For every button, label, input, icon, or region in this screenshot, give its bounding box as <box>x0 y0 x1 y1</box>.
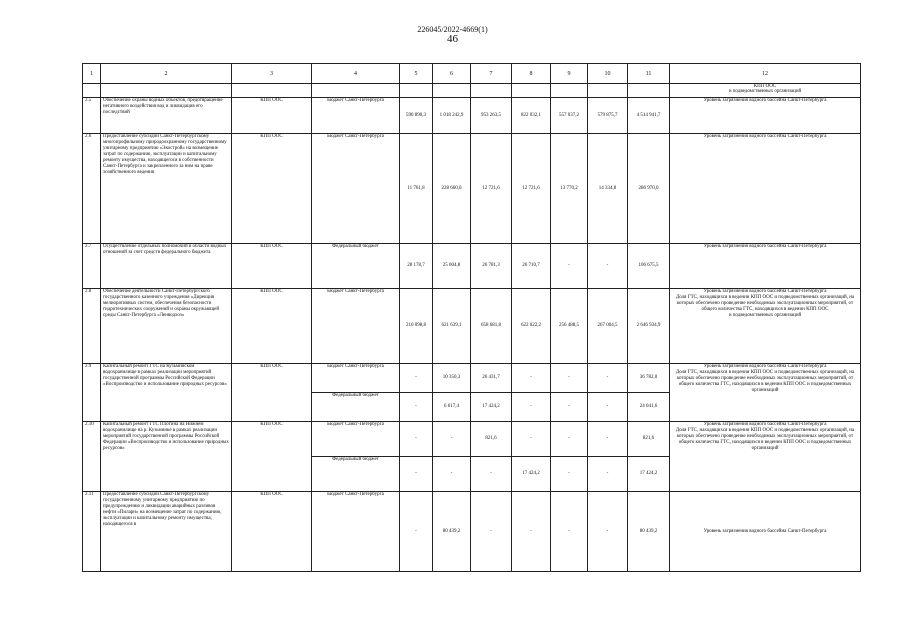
amount-cell: 228 660,0 <box>433 134 471 244</box>
amount-cell: 256 488,5 <box>551 289 588 364</box>
table-row <box>83 134 861 244</box>
column-number: 4 <box>312 64 400 84</box>
amount-cell: - <box>471 457 512 492</box>
measure-name: Предоставление субсидии Санкт-Петербургскому государственному унитарному предприятию по предупреждению и ликвидации аварийных разливов нефти «Пиларн» на возмещение затрат по содержанию, эксплуатации и капитальному ремонту имущества, находящегося в <box>101 492 232 572</box>
column-number: 12 <box>670 64 861 84</box>
column-number: 8 <box>512 64 551 84</box>
amount-cell: 26 710,7 <box>512 244 551 289</box>
amount-cell: - <box>400 422 433 457</box>
amount-cell: 622 022,2 <box>512 289 551 364</box>
executor: КПП ООС <box>232 98 312 134</box>
empty-cell <box>551 84 588 98</box>
row-number: 2.6 <box>83 134 101 244</box>
amount-cell: 11 761,8 <box>400 134 433 244</box>
column-number: 7 <box>471 64 512 84</box>
empty-cell <box>588 84 628 98</box>
table-row <box>83 422 861 457</box>
amount-cell: - <box>551 244 588 289</box>
empty-cell <box>400 84 433 98</box>
amount-cell: 80 439,2 <box>628 492 670 572</box>
amount-cell: 10 350,3 <box>433 364 471 393</box>
measure-name: Обеспечение охраны водных объектов, предотвращение негативного воздействия вод и ликвидация его последствий <box>101 98 232 134</box>
amount-cell: 106 675,5 <box>628 244 670 289</box>
amount-cell: 36 782,0 <box>628 364 670 393</box>
amount-cell: 821,6 <box>628 422 670 457</box>
amount-cell: - <box>588 492 628 572</box>
measure-name: Осуществление отдельных полномочий в области водных отношений за счет средств федерального бюджета <box>101 244 232 289</box>
amount-cell: - <box>512 364 551 393</box>
amount-cell: 26 781,3 <box>471 244 512 289</box>
indicator: Уровень загрязнения водного бассейна Санкт-Петербурга <box>670 244 861 289</box>
amount-cell: - <box>551 492 588 572</box>
amount-cell: 822 032,1 <box>512 98 551 134</box>
empty-cell <box>471 84 512 98</box>
column-number: 2 <box>101 64 232 84</box>
amount-cell: 6 617,4 <box>433 393 471 422</box>
amount-cell: - <box>588 244 628 289</box>
column-number: 5 <box>400 64 433 84</box>
amount-cell: 557 037,2 <box>551 98 588 134</box>
indicator: Уровень загрязнения водного бассейна Санкт-Петербурга Доля ГТС, находящихся в ведении КПП ООС и подведомственных организаций, на которых обеспечено проведение необходимых эксплуатационных мероприятий, от общего количества ГТС, находящихся в ведении КПП ООС и подведомственных организаций <box>670 422 861 492</box>
row-number: 2.8 <box>83 289 101 364</box>
column-number: 10 <box>588 64 628 84</box>
funding-source: Федеральный бюджет <box>312 244 400 289</box>
amount-cell: 953 263,5 <box>471 98 512 134</box>
amount-cell: - <box>512 492 551 572</box>
column-number: 11 <box>628 64 670 84</box>
page-number: 46 <box>447 33 458 45</box>
empty-cell <box>83 84 101 98</box>
empty-cell <box>312 84 400 98</box>
amount-cell: 579 875,7 <box>588 98 628 134</box>
amount-cell: 17 424,2 <box>628 457 670 492</box>
amount-cell: 17 424,2 <box>471 393 512 422</box>
amount-cell: 12 721,6 <box>512 134 551 244</box>
amount-cell: 80 439,2 <box>433 492 471 572</box>
amount-cell: - <box>433 457 471 492</box>
row-number: 2.11 <box>83 492 101 572</box>
empty-cell <box>232 84 312 98</box>
executor: КПП ООС <box>232 244 312 289</box>
amount-cell: 28 178,7 <box>400 244 433 289</box>
empty-cell <box>433 84 471 98</box>
amount-cell: 621 639,1 <box>433 289 471 364</box>
amount-cell: - <box>400 457 433 492</box>
amount-cell: 17 424,2 <box>512 457 551 492</box>
funding-source: Бюджет Санкт-Петербурга <box>312 98 400 134</box>
executor: КПП ООС <box>232 422 312 492</box>
amount-cell: - <box>433 422 471 457</box>
executor: КПП ООС <box>232 492 312 572</box>
funding-source: Бюджет Санкт-Петербурга <box>312 289 400 364</box>
funding-source: Бюджет Санкт-Петербурга <box>312 492 400 572</box>
measure-name: Капитальный ремонт ГТС на Кузьминском водохранилище в рамках реализации мероприятий государственной программы Российской Федерации «Воспроизводство и использование природных ресурсов» <box>101 364 232 422</box>
amount-cell: 25 004,8 <box>433 244 471 289</box>
amount-cell: 658 681,8 <box>471 289 512 364</box>
amount-cell: - <box>512 422 551 457</box>
column-number: 6 <box>433 64 471 84</box>
amount-cell: - <box>551 393 588 422</box>
amount-cell: - <box>400 492 433 572</box>
column-number: 9 <box>551 64 588 84</box>
measure-name: Предоставление субсидии Санкт-Петербургскому многопрофильному природоохранному государственному унитарному предприятию «Экострой» на возмещение затрат по содержанию, эксплуатации и капитальному ремонту имущества, находящегося в собственности Санкт-Петербурга и закрепленного за ним на праве хозяйственного ведения <box>101 134 232 244</box>
amount-cell: - <box>551 457 588 492</box>
empty-cell <box>101 84 232 98</box>
table-row <box>83 244 861 289</box>
amount-cell: 13 770,2 <box>551 134 588 244</box>
amount-cell: - <box>551 422 588 457</box>
amount-cell: 4 514 941,7 <box>628 98 670 134</box>
funding-source: Федеральный бюджет <box>312 457 400 492</box>
empty-cell <box>628 84 670 98</box>
continuation-text: КПП ООС и подведомственных организаций <box>670 84 861 98</box>
indicator: Уровень загрязнения водного бассейна Санкт-Петербурга Доля ГТС, находящихся в ведении КПП ООС и подведомственных организаций, на которых обеспечено проведение необходимых эксплуатационных мероприятий, от общего количества ГТС, находящихся в ведении КПП ООС и подведомственных организаций <box>670 364 861 422</box>
empty-cell <box>512 84 551 98</box>
amount-cell: - <box>400 393 433 422</box>
header-row <box>83 64 861 84</box>
executor: КПП ООС <box>232 289 312 364</box>
measure-name: Капитальный ремонт ГТС Плотина на Нижнем водохранилище на р. Кузьминке в рамках реализации мероприятий государственной программы Российской Федерации «Воспроизводство и использование природных ресурсов» <box>101 422 232 492</box>
row-number: 2.5 <box>83 98 101 134</box>
amount-cell: - <box>588 457 628 492</box>
continuation-row <box>83 84 861 98</box>
amount-cell: 24 041,6 <box>628 393 670 422</box>
executor: КПП ООС <box>232 134 312 244</box>
funding-source: Бюджет Санкт-Петербурга <box>312 422 400 457</box>
amount-cell: 1 018 242,9 <box>433 98 471 134</box>
amount-cell: - <box>551 364 588 393</box>
amount-cell: - <box>588 393 628 422</box>
row-number: 2.10 <box>83 422 101 492</box>
amount-cell: 821,6 <box>471 422 512 457</box>
amount-cell: 2 646 934,9 <box>628 289 670 364</box>
amount-cell: 12 721,6 <box>471 134 512 244</box>
indicator: Уровень загрязнения водного бассейна Санкт-Петербурга <box>670 98 861 134</box>
amount-cell: - <box>588 422 628 457</box>
funding-source: Бюджет Санкт-Петербурга <box>312 364 400 393</box>
amount-cell: - <box>471 492 512 572</box>
measure-name: Обеспечение деятельности Санкт-Петербургского государственного казенного учреждения «Дирекция мелиоративных систем, обеспечения безопасности гидротехнических сооружений и охраны окружающей среды Санкт-Петербурга «Ленводхоз» <box>101 289 232 364</box>
table-row <box>83 289 861 364</box>
amount-cell: 590 890,3 <box>400 98 433 134</box>
document-number: 226045/2022-4669(1) <box>417 25 488 34</box>
indicator: Уровень загрязнения водного бассейна Санкт-Петербурга <box>670 134 861 244</box>
indicator: Уровень загрязнения водного бассейна Санкт-Петербурга <box>670 492 861 572</box>
executor: КПП ООС <box>232 364 312 422</box>
table-row <box>83 492 861 572</box>
amount-cell: 267 004,5 <box>588 289 628 364</box>
program-table <box>82 63 861 572</box>
amount-cell: - <box>400 364 433 393</box>
amount-cell: - <box>512 393 551 422</box>
row-number: 2.7 <box>83 244 101 289</box>
amount-cell: 26 431,7 <box>471 364 512 393</box>
amount-cell: - <box>588 364 628 393</box>
amount-cell: 286 970,0 <box>628 134 670 244</box>
indicator: Уровень загрязнения водного бассейна Санкт-Петербурга Доля ГТС, находящихся в ведении КПП ООС и подведомственных организаций, на которых обеспечено проведение необходимых эксплуатационных мероприятий, от общего количества ГТС, находящихся в ведении КПП ООС и подведомственных организаций <box>670 289 861 364</box>
row-number: 2.9 <box>83 364 101 422</box>
amount-cell: 210 098,8 <box>400 289 433 364</box>
column-number: 3 <box>232 64 312 84</box>
column-number: 1 <box>83 64 101 84</box>
funding-source: Бюджет Санкт-Петербурга <box>312 134 400 244</box>
table-row <box>83 364 861 393</box>
funding-source: Федеральный бюджет <box>312 393 400 422</box>
table-row <box>83 98 861 134</box>
amount-cell: 14 334,8 <box>588 134 628 244</box>
